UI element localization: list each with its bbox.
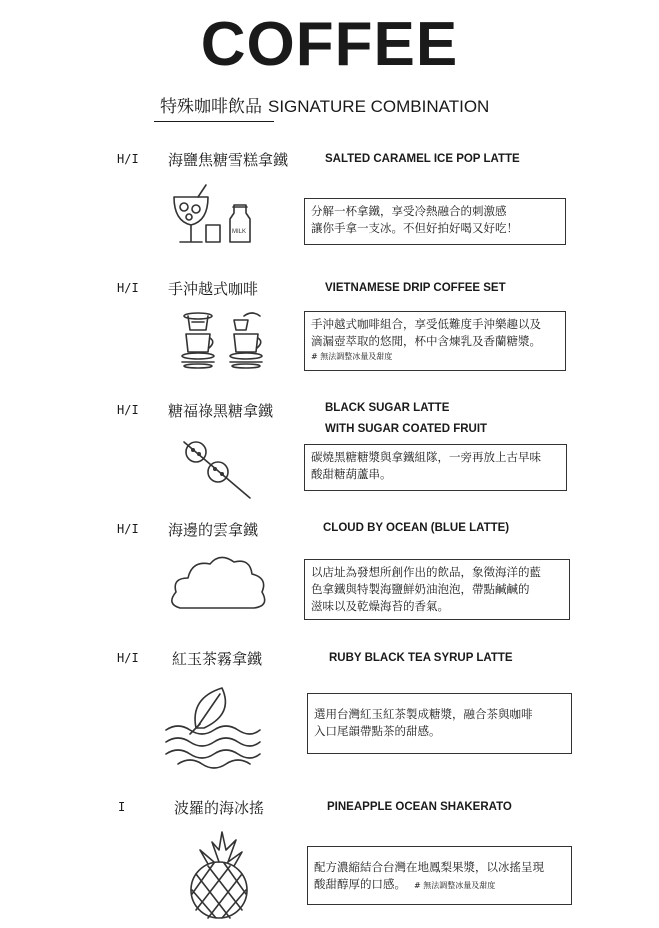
subtitle-zh: 特殊咖啡飲品 (160, 97, 262, 117)
drip-coffee-set-icon (178, 308, 274, 374)
subtitle-en: SIGNATURE COMBINATION (268, 97, 490, 116)
temperature-code: I (118, 800, 126, 814)
item-name-en: VIETNAMESE DRIP COFFEE SET (325, 282, 506, 294)
item-name-en: CLOUD BY OCEAN (BLUE LATTE) (323, 522, 510, 534)
pineapple-icon (186, 832, 252, 922)
item-note: # 無法調整冰量及甜度 (414, 881, 496, 890)
temperature-code: H/I (117, 281, 139, 295)
item-name-zh: 海鹽焦糖雪糕拿鐵 (168, 151, 289, 169)
item-name-zh: 手沖越式咖啡 (168, 280, 259, 298)
description-text-line2: 酸甜醇厚的口感。 (314, 877, 406, 891)
leaf-waves-icon (164, 684, 264, 768)
item-name-en: SALTED CARAMEL ICE POP LATTE (325, 153, 520, 165)
item-description (304, 559, 570, 620)
milk-label: MILK (232, 229, 247, 235)
item-name-en: BLACK SUGAR LATTE (325, 402, 450, 414)
item-name-en-line2: WITH SUGAR COATED FRUIT (325, 423, 488, 435)
section-subtitle (160, 96, 489, 118)
description-text: 以店址為發想所創作出的飲品，象徵海洋的藍 色拿鐵與特製海鹽鮮奶油泡泡，帶點鹹鹹的 滋味以及乾燥海苔的香氣。 (311, 565, 541, 613)
item-name-zh: 海邊的雲拿鐵 (168, 521, 259, 539)
temperature-code: H/I (117, 403, 139, 417)
description-text: 分解一杯拿鐵，享受冷熱融合的刺激感 讓你手拿一支冰。不但好拍好喝又好吃！ (311, 204, 518, 235)
item-name-zh: 糖福祿黑糖拿鐵 (168, 402, 274, 420)
item-note: # 無法調整冰量及甜度 (311, 352, 393, 361)
page-title: COFFEE (200, 10, 459, 79)
cloud-icon (170, 552, 270, 614)
item-name-en: RUBY BLACK TEA SYRUP LATTE (329, 652, 513, 664)
description-text: 配方濃縮結合台灣在地鳳梨果漿，以冰搖呈現 (314, 860, 544, 874)
sugar-fruit-skewer-icon (180, 438, 260, 500)
glass-cup-milk-icon (168, 185, 258, 247)
description-text: 碳燒黑糖糖漿與拿鐵組隊，一旁再放上古早味 酸甜糖葫蘆串。 (311, 450, 541, 481)
temperature-code: H/I (117, 152, 139, 166)
item-name-zh: 紅玉茶霧拿鐵 (172, 650, 263, 668)
item-description (307, 846, 572, 905)
item-description (307, 693, 572, 754)
item-description (304, 198, 566, 245)
item-description (304, 444, 567, 491)
temperature-code: H/I (117, 651, 139, 665)
temperature-code: H/I (117, 522, 139, 536)
description-text: 手沖越式咖啡組合，享受低難度手沖樂趣以及 滴漏壺萃取的悠閒，杯中含煉乳及香蘭糖漿。 (311, 317, 541, 348)
description-text: 選用台灣紅玉紅茶製成糖漿，融合茶與咖啡 入口尾韻帶點茶的甜感。 (314, 707, 533, 738)
item-name-en: PINEAPPLE OCEAN SHAKERATO (327, 801, 512, 813)
item-name-zh: 波羅的海冰搖 (174, 799, 265, 817)
item-description (304, 311, 566, 371)
subtitle-underline (154, 121, 274, 122)
